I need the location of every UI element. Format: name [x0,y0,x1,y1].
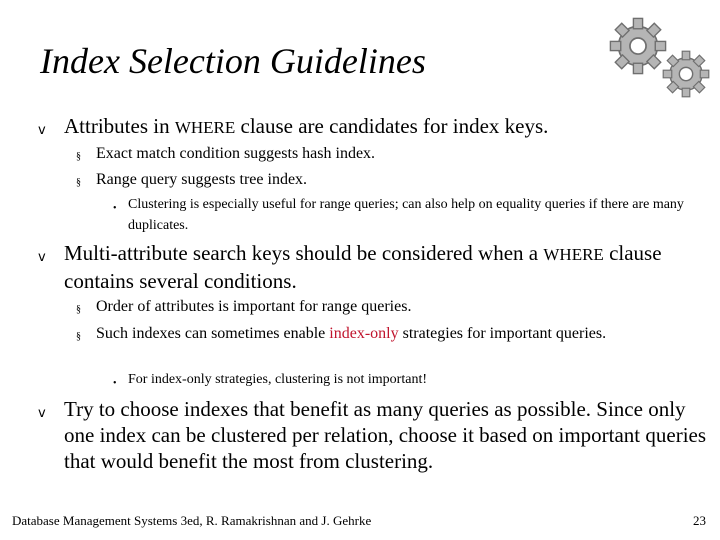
bullet-1-sub-1-text: Exact match condition suggests hash index. [96,145,376,162]
bullet-2-sub-1-text: Order of attributes is important for range queries. [96,298,412,315]
bullet-1-text-a: Attributes in [64,114,175,138]
bullet-1-sub-2-text: Range query suggests tree index. [96,171,308,188]
gears-icon [600,8,718,100]
bullet-2-subsub-text: For index-only strategies, clustering is not important! [128,372,428,387]
diamond-bullet-icon: v [38,250,46,265]
slide-title: Index Selection Guidelines [40,41,426,81]
dot-bullet-icon: • [113,378,117,389]
bullet-1-keyword: WHERE [174,118,236,137]
dot-bullet-icon: • [113,203,117,214]
square-bullet-icon: § [76,331,81,342]
bullet-1-subsub-text: Clustering is especially useful for range queries; can also help on equality queries if there are many duplicates. [128,197,684,233]
bullet-2-keyword: WHERE [543,245,604,264]
diamond-bullet-icon: v [38,406,46,421]
bullet-2-text-b: clause contains several conditions. [64,241,662,293]
square-bullet-icon: § [76,177,81,188]
bullet-2-text-a: Multi-attribute search keys should be considered when a [64,241,544,265]
bullet-2-sub-2-text-a: Such indexes can sometimes enable [96,325,330,342]
bullet-2-sub-2-text-b: strategies for important queries. [398,325,607,342]
bullet-3-text: Try to choose indexes that benefit as many queries as possible. Since only one index can be clustered per relation, choose it based on important queries that would benefit the most from clustering. [64,397,707,473]
footer-text: Database Management Systems 3ed, R. Ramakrishnan and J. Gehrke [12,513,372,528]
square-bullet-icon: § [76,151,81,162]
bullet-1-text-b: clause are candidates for index keys. [235,114,549,138]
square-bullet-icon: § [76,304,81,315]
index-only-highlight: index-only [329,325,399,342]
page-number: 23 [693,513,706,528]
diamond-bullet-icon: v [38,123,46,138]
